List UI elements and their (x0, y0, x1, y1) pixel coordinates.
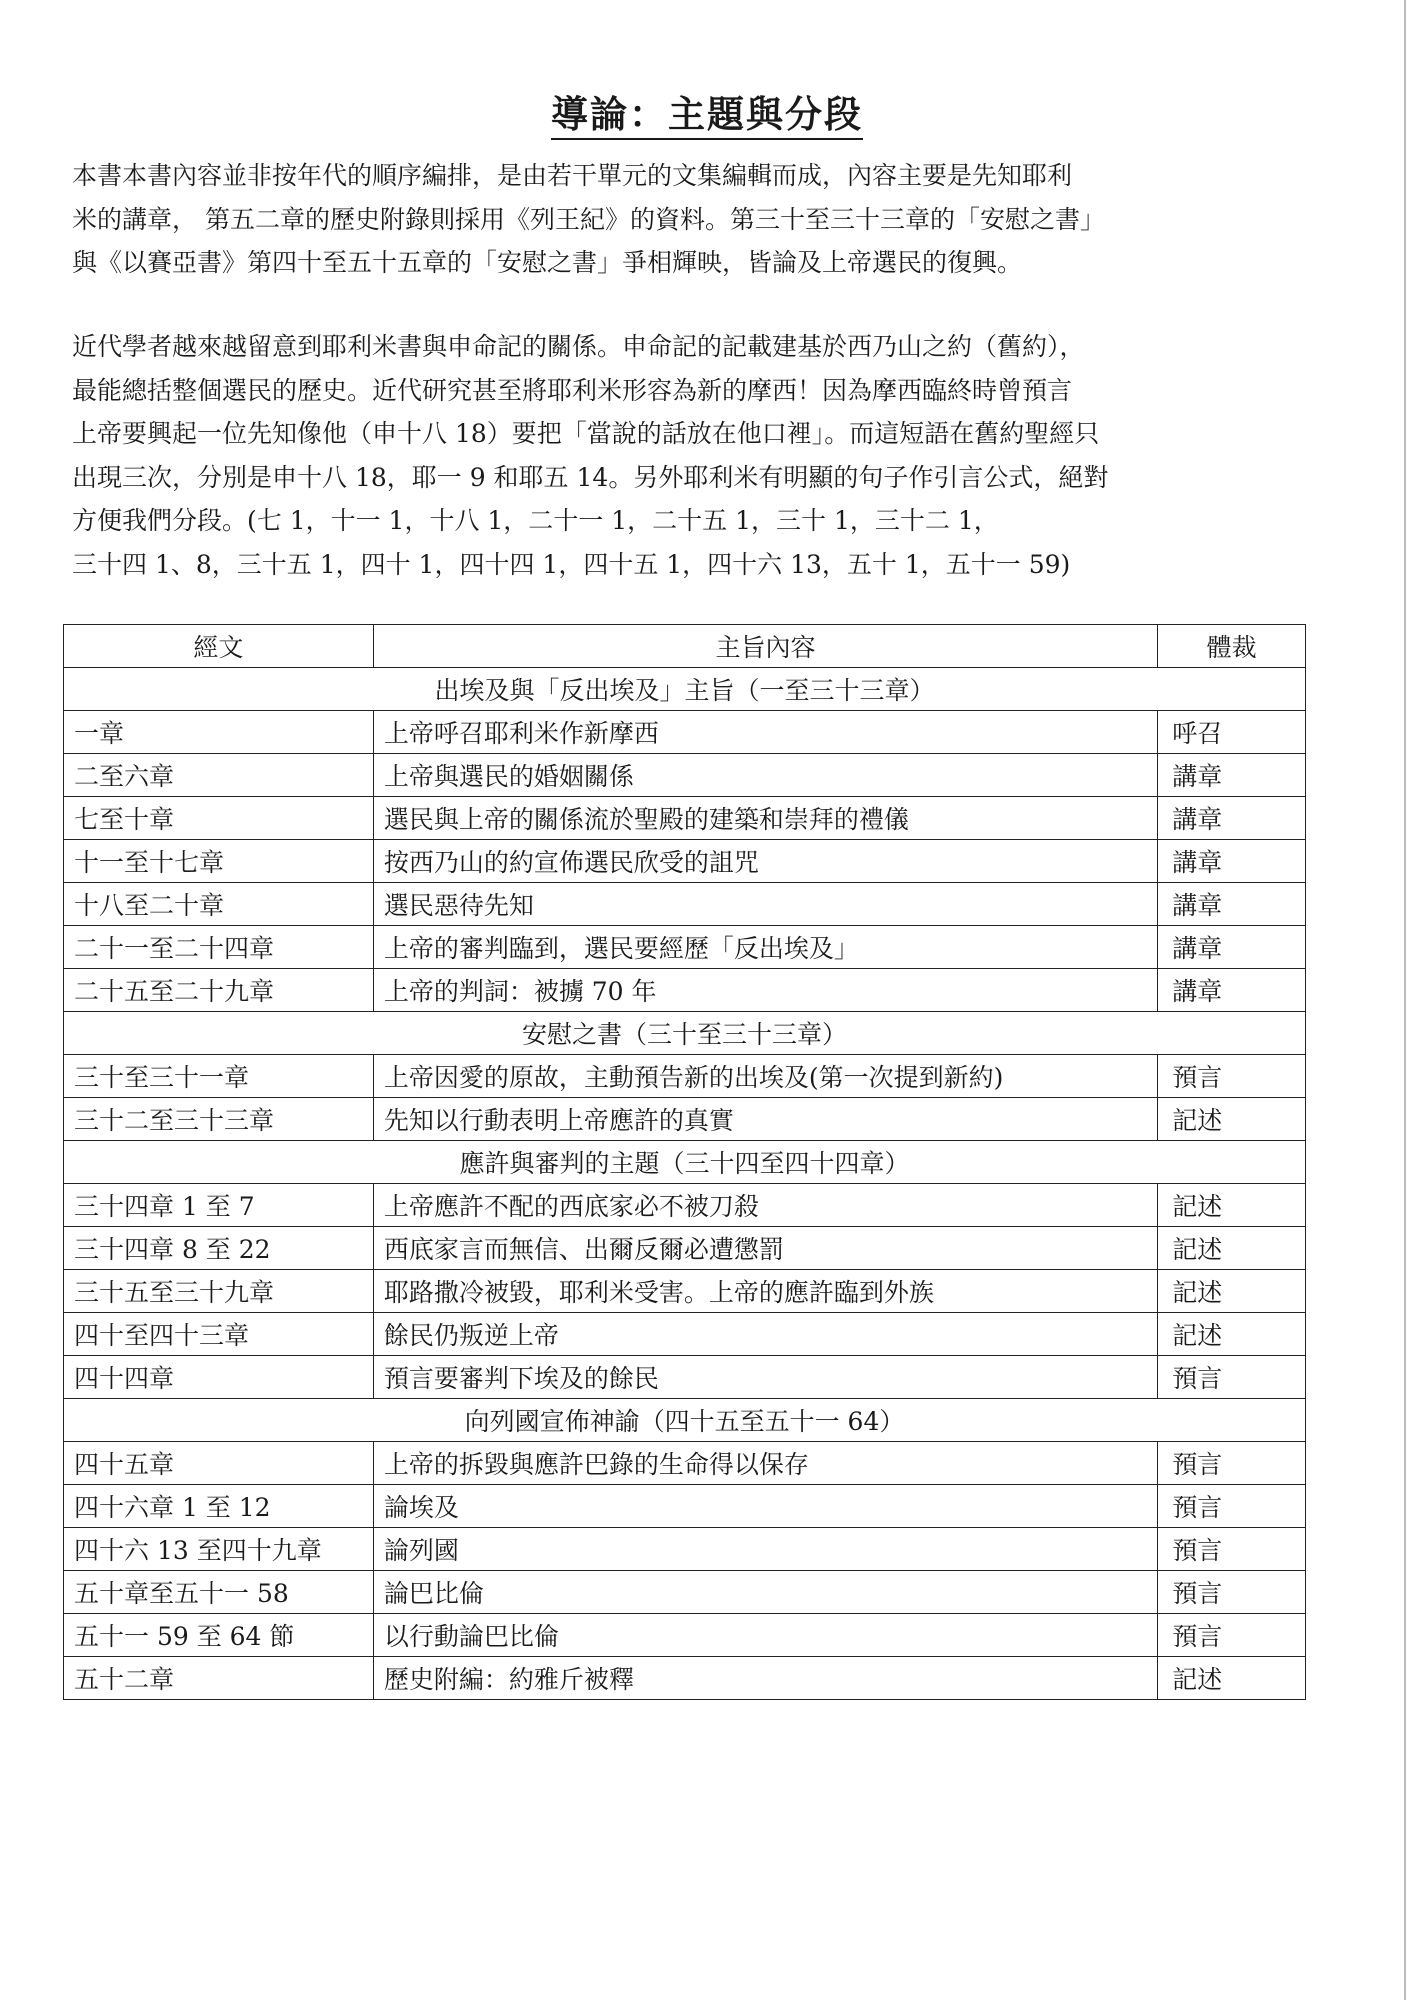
theme-cell: 上帝與選民的婚姻關係 (373, 754, 1157, 797)
paragraph-line: 本書本書內容並非按年代的順序編排，是由若干單元的文集編輯而成，內容主要是先知耶利 (72, 161, 1073, 190)
genre-cell: 呼召 (1158, 711, 1306, 754)
theme-cell: 耶路撒冷被毀，耶利米受害。上帝的應許臨到外族 (373, 1270, 1157, 1313)
genre-cell: 預言 (1158, 1356, 1306, 1399)
theme-cell: 上帝的審判臨到，選民要經歷「反出埃及」 (373, 926, 1157, 969)
scripture-cell: 三十二至三十三章 (64, 1098, 374, 1141)
outline-table-body (64, 668, 1306, 1700)
theme-cell: 論埃及 (373, 1485, 1157, 1528)
section-heading-row (64, 1399, 1306, 1442)
section-heading: 應許與審判的主題（三十四至四十四章） (64, 1141, 1306, 1184)
theme-cell: 預言要審判下埃及的餘民 (373, 1356, 1157, 1399)
paragraph-line: 最能總括整個選民的歷史。近代研究甚至將耶利米形容為新的摩西！因為摩西臨終時曾預言 (72, 375, 1073, 405)
table-row (64, 1098, 1306, 1141)
table-row (64, 1657, 1306, 1700)
table-row (64, 1528, 1306, 1571)
section-heading-row (64, 668, 1306, 711)
scripture-cell: 五十章至五十一 58 (64, 1571, 374, 1614)
scan-edge (1404, 0, 1406, 2000)
genre-cell: 預言 (1158, 1485, 1306, 1528)
table-header-row (64, 625, 1306, 668)
table-row (64, 1571, 1306, 1614)
table-row (64, 1442, 1306, 1485)
theme-cell: 選民與上帝的關係流於聖殿的建築和崇拜的禮儀 (373, 797, 1157, 840)
page-title (0, 84, 1414, 138)
scripture-cell: 二十五至二十九章 (64, 969, 374, 1012)
theme-cell: 上帝因愛的原故，主動預告新的出埃及(第一次提到新約) (373, 1055, 1157, 1098)
scripture-cell: 三十至三十一章 (64, 1055, 374, 1098)
paragraph-line: 出現三次，分別是申十八 18，耶一 9 和耶五 14。另外耶利米有明顯的句子作引言公式，絕對 (72, 462, 1109, 492)
scripture-cell: 三十五至三十九章 (64, 1270, 374, 1313)
table-row (64, 1184, 1306, 1227)
paragraph-line: 近代學者越來越留意到耶利米書與申命記的關係。申命記的記載建基於西乃山之約（舊約）， (72, 332, 1085, 361)
scholarship-paragraph (72, 325, 1322, 586)
section-heading: 出埃及與「反出埃及」主旨（一至三十三章） (64, 668, 1306, 711)
scripture-cell: 三十四章 1 至 7 (64, 1184, 374, 1227)
header-genre: 體裁 (1158, 625, 1306, 668)
table-row (64, 1356, 1306, 1399)
page-title-text: 導論：主題與分段 (551, 92, 863, 140)
section-heading-row (64, 1012, 1306, 1055)
outline-table (63, 624, 1306, 1700)
scripture-cell: 十八至二十章 (64, 883, 374, 926)
genre-cell: 講章 (1158, 840, 1306, 883)
paragraph-line: 與《以賽亞書》第四十至五十五章的「安慰之書」爭相輝映，皆論及上帝選民的復興。 (72, 248, 1023, 277)
genre-cell: 講章 (1158, 754, 1306, 797)
scripture-cell: 二十一至二十四章 (64, 926, 374, 969)
theme-cell: 論列國 (373, 1528, 1157, 1571)
genre-cell: 講章 (1158, 883, 1306, 926)
theme-cell: 以行動論巴比倫 (373, 1614, 1157, 1657)
section-heading-row (64, 1141, 1306, 1184)
table-row (64, 1055, 1306, 1098)
paragraph-line: 上帝要興起一位先知像他（申十八 18）要把「當說的話放在他口裡」。而這短語在舊約聖經只 (72, 419, 1100, 448)
table-row (64, 1270, 1306, 1313)
theme-cell: 上帝呼召耶利米作新摩西 (373, 711, 1157, 754)
genre-cell: 講章 (1158, 926, 1306, 969)
table-row (64, 1313, 1306, 1356)
theme-cell: 上帝的判詞：被擄 70 年 (373, 969, 1157, 1012)
genre-cell: 預言 (1158, 1528, 1306, 1571)
scripture-cell: 五十二章 (64, 1657, 374, 1700)
genre-cell: 記述 (1158, 1270, 1306, 1313)
table-row (64, 1227, 1306, 1270)
genre-cell: 記述 (1158, 1184, 1306, 1227)
genre-cell: 講章 (1158, 969, 1306, 1012)
genre-cell: 記述 (1158, 1227, 1306, 1270)
scripture-cell: 一章 (64, 711, 374, 754)
genre-cell: 記述 (1158, 1313, 1306, 1356)
header-scripture: 經文 (64, 625, 374, 668)
genre-cell: 記述 (1158, 1098, 1306, 1141)
intro-paragraph (72, 154, 1322, 285)
genre-cell: 預言 (1158, 1442, 1306, 1485)
theme-cell: 歷史附編：約雅斤被釋 (373, 1657, 1157, 1700)
scripture-cell: 四十四章 (64, 1356, 374, 1399)
table-row (64, 797, 1306, 840)
scripture-cell: 四十六 13 至四十九章 (64, 1528, 374, 1571)
genre-cell: 記述 (1158, 1657, 1306, 1700)
scripture-cell: 四十五章 (64, 1442, 374, 1485)
theme-cell: 上帝的拆毀與應許巴錄的生命得以保存 (373, 1442, 1157, 1485)
scripture-cell: 二至六章 (64, 754, 374, 797)
paragraph-line: 米的講章， 第五二章的歷史附錄則採用《列王紀》的資料。第三十至三十三章的「安慰之書」 (72, 204, 1105, 234)
genre-cell: 講章 (1158, 797, 1306, 840)
table-row (64, 754, 1306, 797)
genre-cell: 預言 (1158, 1571, 1306, 1614)
genre-cell: 預言 (1158, 1055, 1306, 1098)
table-row (64, 1614, 1306, 1657)
table-row (64, 840, 1306, 883)
theme-cell: 先知以行動表明上帝應許的真實 (373, 1098, 1157, 1141)
theme-cell: 論巴比倫 (373, 1571, 1157, 1614)
table-row (64, 1485, 1306, 1528)
section-heading: 向列國宣佈神諭（四十五至五十一 64） (64, 1399, 1306, 1442)
theme-cell: 選民惡待先知 (373, 883, 1157, 926)
paragraph-line: 三十四 1、8，三十五 1，四十 1，四十四 1，四十五 1，四十六 13，五十 1，五十一 59) (72, 549, 1071, 579)
theme-cell: 上帝應許不配的西底家必不被刀殺 (373, 1184, 1157, 1227)
theme-cell: 餘民仍叛逆上帝 (373, 1313, 1157, 1356)
section-heading: 安慰之書（三十至三十三章） (64, 1012, 1306, 1055)
scripture-cell: 七至十章 (64, 797, 374, 840)
scripture-cell: 五十一 59 至 64 節 (64, 1614, 374, 1657)
table-row (64, 926, 1306, 969)
theme-cell: 西底家言而無信、出爾反爾必遭懲罰 (373, 1227, 1157, 1270)
theme-cell: 按西乃山的約宣佈選民欣受的詛咒 (373, 840, 1157, 883)
header-theme: 主旨內容 (373, 625, 1157, 668)
table-row (64, 969, 1306, 1012)
scripture-cell: 十一至十七章 (64, 840, 374, 883)
scripture-cell: 三十四章 8 至 22 (64, 1227, 374, 1270)
table-row (64, 883, 1306, 926)
genre-cell: 預言 (1158, 1614, 1306, 1657)
table-row (64, 711, 1306, 754)
paragraph-line: 方便我們分段。(七 1，十一 1，十八 1，二十一 1，二十五 1，三十 1，三十二 1， (72, 506, 999, 535)
scripture-cell: 四十至四十三章 (64, 1313, 374, 1356)
scripture-cell: 四十六章 1 至 12 (64, 1485, 374, 1528)
